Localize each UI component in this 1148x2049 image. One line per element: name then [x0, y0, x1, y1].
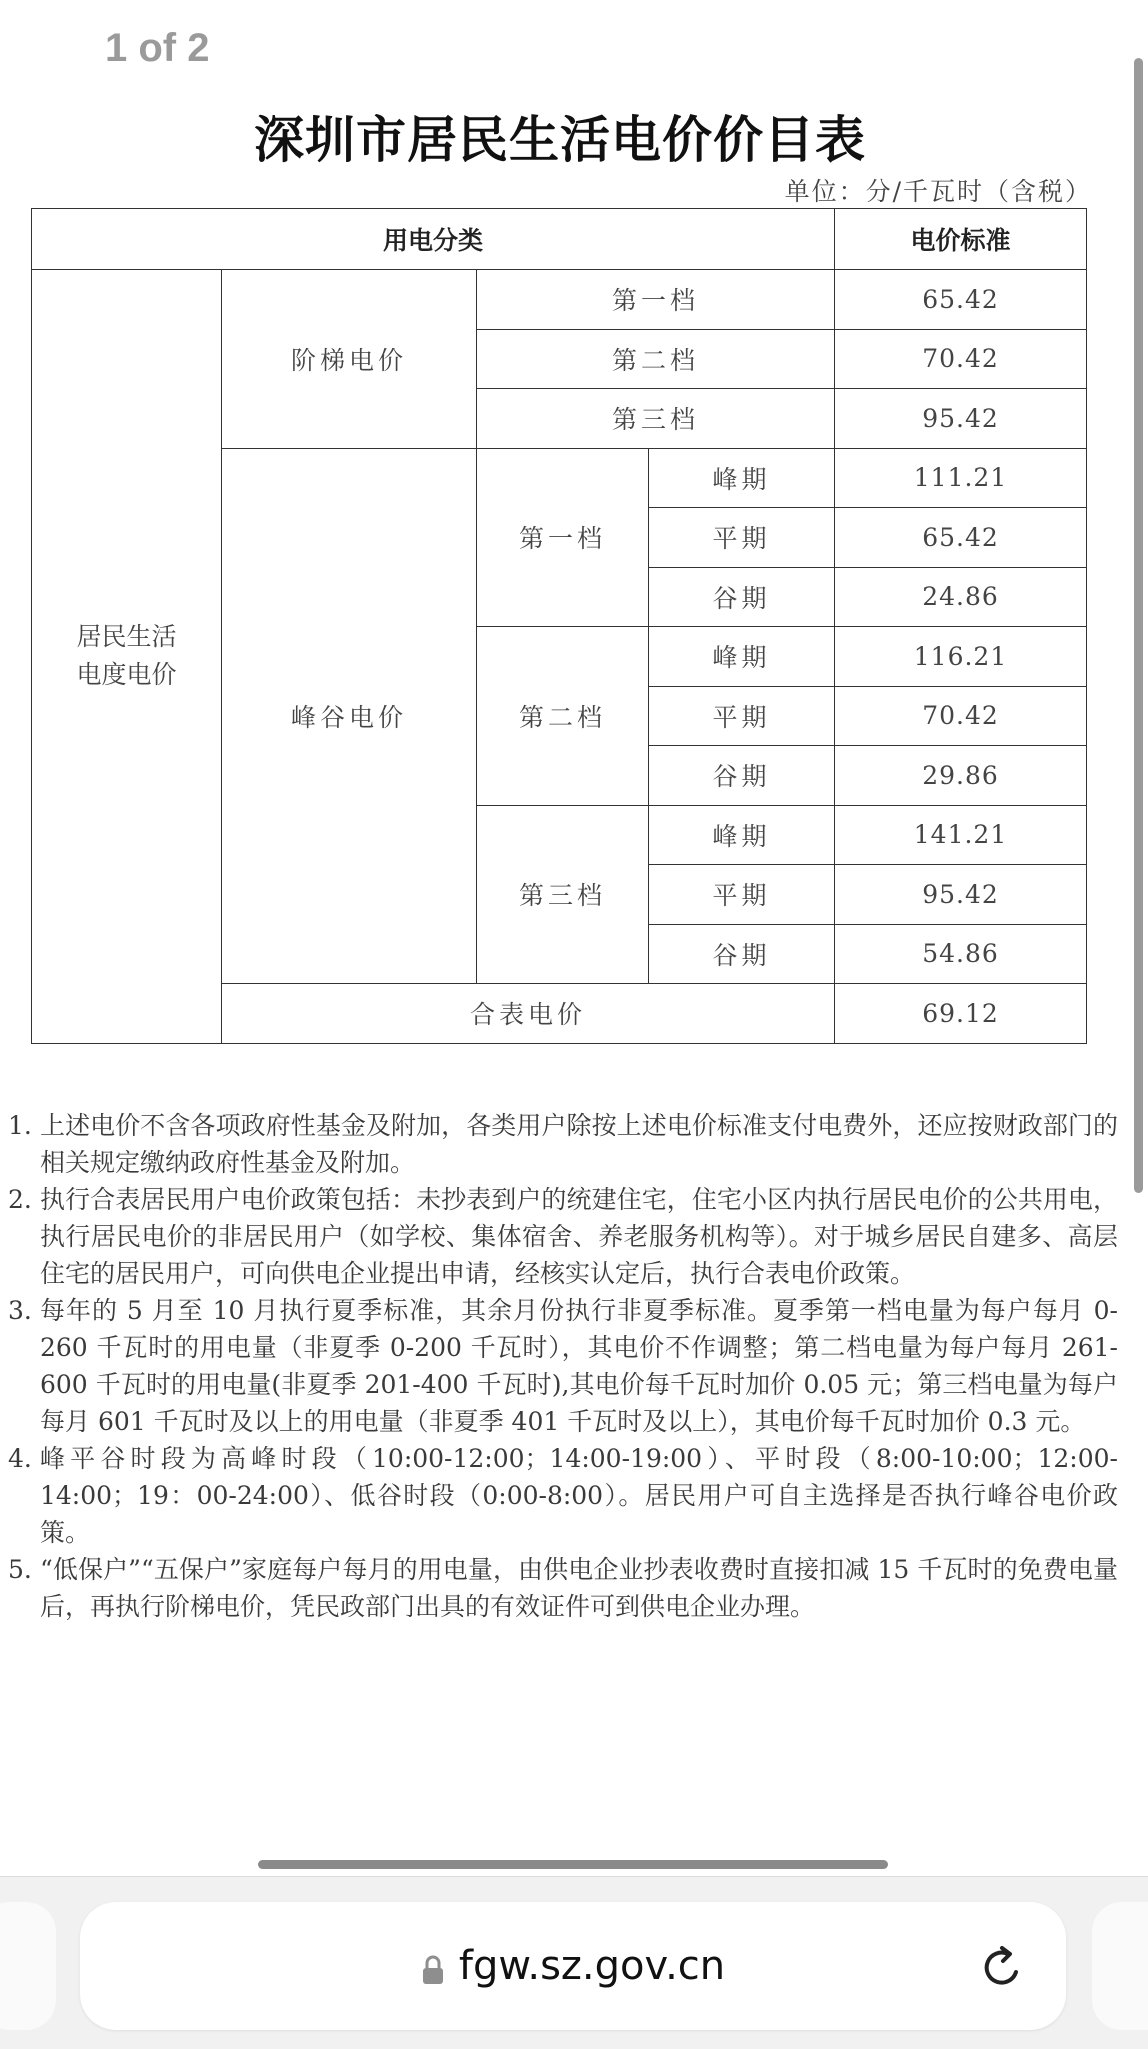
page-scroll-indicator [258, 1860, 888, 1869]
note-text: 上述电价不含各项政府性基金及附加，各类用户除按上述电价标准支付电费外，还应按财政部门的相关规定缴纳政府性基金及附加。 [40, 1111, 1118, 1177]
next-tab-preview[interactable] [1092, 1902, 1148, 2030]
table-header-row [32, 209, 1087, 270]
notes-list [8, 1107, 1118, 1625]
period-label: 谷期 [649, 924, 835, 984]
price-value: 95.42 [835, 389, 1087, 449]
price-value: 24.86 [835, 567, 1087, 627]
note-marker: 5. [8, 1555, 32, 1584]
period-label: 平期 [649, 865, 835, 925]
header-price: 电价标准 [835, 209, 1087, 270]
list-item [8, 1107, 1118, 1181]
period-label: 谷期 [649, 746, 835, 806]
price-value: 70.42 [835, 329, 1087, 389]
price-value: 116.21 [835, 627, 1087, 687]
tier-label: 第三档 [477, 389, 835, 449]
note-text: 执行合表居民用户电价政策包括：未抄表到户的统建住宅，住宅小区内执行居民电价的公共用电，执行居民电价的非居民用户（如学校、集体宿舍、养老服务机构等）。对于城乡居民自建多、高层住宅的居民用户，可向供电企业提出申请，经核实认定后，执行合表电价政策。 [40, 1185, 1118, 1288]
previous-tab-preview[interactable] [0, 1902, 56, 2030]
tier-label: 第一档 [477, 448, 649, 627]
period-label: 平期 [649, 508, 835, 568]
table-row [32, 270, 1087, 330]
document-title: 深圳市居民生活电价价目表 [254, 111, 866, 169]
unit-label: 单位：分/千瓦时（含税） [784, 177, 1092, 206]
resident-category-cell [32, 270, 222, 1044]
list-item [8, 1440, 1118, 1551]
resident-label-line2: 电度电价 [76, 660, 177, 690]
price-value: 65.42 [835, 270, 1087, 330]
period-label: 峰期 [649, 627, 835, 687]
period-label: 峰期 [649, 805, 835, 865]
tier-label: 第二档 [477, 627, 649, 806]
combined-label: 合表电价 [222, 984, 835, 1044]
period-label: 峰期 [649, 448, 835, 508]
price-value: 141.21 [835, 805, 1087, 865]
scrollbar-thumb[interactable] [1134, 58, 1143, 1193]
note-marker: 2. [8, 1185, 32, 1214]
price-value: 54.86 [835, 924, 1087, 984]
resident-label-line1: 居民生活 [76, 622, 177, 652]
price-value: 65.42 [835, 508, 1087, 568]
note-marker: 1. [8, 1111, 32, 1140]
price-value: 69.12 [835, 984, 1087, 1044]
note-marker: 4. [8, 1444, 32, 1473]
url-text[interactable]: fgw.sz.gov.cn [458, 1943, 726, 1989]
price-table [31, 208, 1087, 1044]
lock-icon [421, 1950, 445, 1982]
note-text: 每年的 5 月至 10 月执行夏季标准，其余月份执行非夏季标准。夏季第一档电量为每户每月 0-260 千瓦时的用电量（非夏季 0-200 千瓦时），其电价不作调整；第二档电量为每户每月 261-600 千瓦时的用电量(非夏季 201-400 千瓦时),其电价每千瓦时加价 0.05 元；第三档电量为每户每月 601 千瓦时及以上的用电量（非夏季 401 千瓦时及以上），其电价每千瓦时加价 0.3 元。 [40, 1296, 1118, 1436]
header-category: 用电分类 [32, 209, 835, 270]
period-label: 平期 [649, 686, 835, 746]
tier-label: 第一档 [477, 270, 835, 330]
tier-label: 第二档 [477, 329, 835, 389]
note-text: “低保户”“五保户”家庭每户每月的用电量，由供电企业抄表收费时直接扣减 15 千瓦时的免费电量后，再执行阶梯电价，凭民政部门出具的有效证件可到供电企业办理。 [40, 1555, 1118, 1621]
period-label: 谷期 [649, 567, 835, 627]
list-item [8, 1551, 1118, 1625]
time-of-use-label: 峰谷电价 [222, 448, 477, 984]
tier-label: 第三档 [477, 805, 649, 984]
reload-icon[interactable] [978, 1942, 1028, 1992]
price-value: 29.86 [835, 746, 1087, 806]
list-item [8, 1292, 1118, 1440]
price-value: 95.42 [835, 865, 1087, 925]
tiered-label: 阶梯电价 [222, 270, 477, 449]
price-value: 70.42 [835, 686, 1087, 746]
note-text: 峰平谷时段为高峰时段（10:00-12:00；14:00-19:00）、平时段（8:00-10:00；12:00-14:00；19：00-24:00）、低谷时段（0:00-8:00）。居民用户可自主选择是否执行峰谷电价政策。 [40, 1444, 1118, 1547]
price-value: 111.21 [835, 448, 1087, 508]
address-bar[interactable] [80, 1902, 1066, 2030]
list-item [8, 1181, 1118, 1292]
note-marker: 3. [8, 1296, 32, 1325]
page-indicator: 1 of 2 [105, 26, 210, 70]
